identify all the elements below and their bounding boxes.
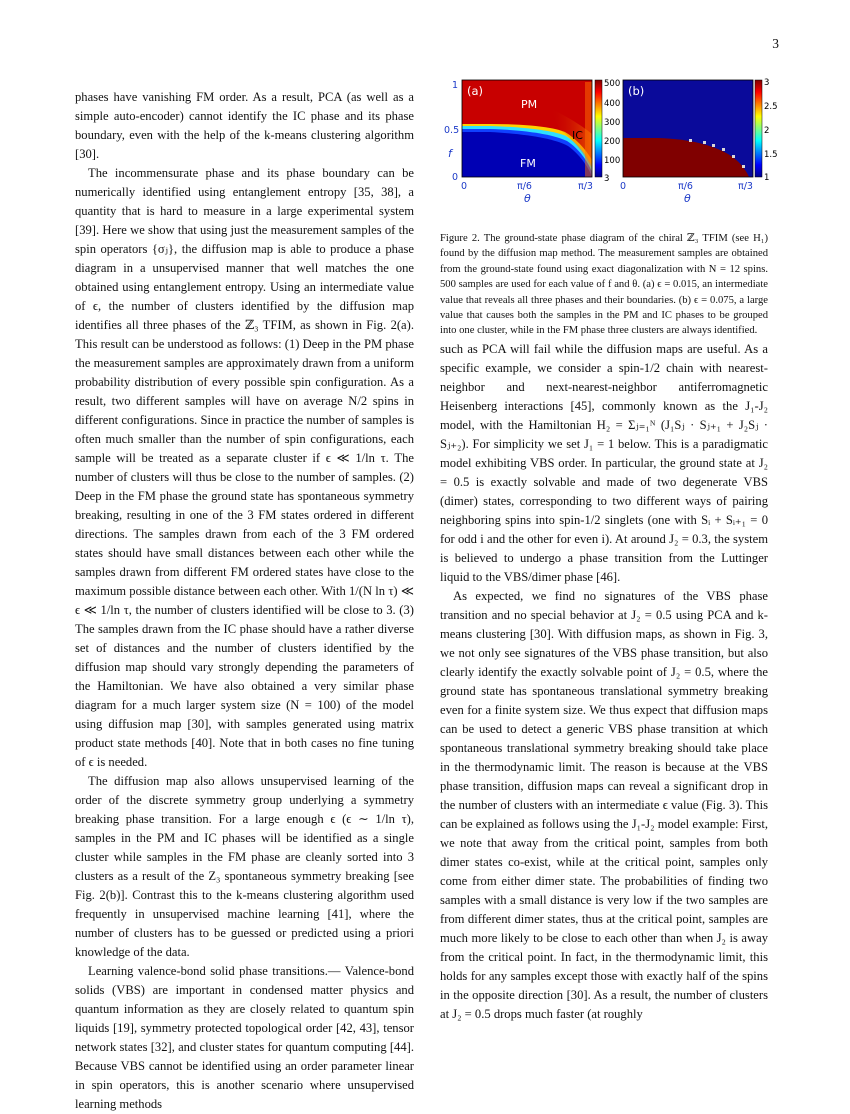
panel-b-xtick-pi3: π/3 [738, 181, 753, 192]
panel-a-ytick-0: 0 [452, 172, 459, 183]
paragraph: such as PCA will fail while the diffusion maps are useful. As a specific example, we consider a spin-1/2 chain with nearest-neighbor and next-nearest-neighbor antiferromagnetic Heisenberg interactions [45], commonly known as the J₁-J₂ model, with the Hamiltonian H₂ = Σⱼ₌₁ᴺ (J₁Sⱼ · Sⱼ₊₁ + J₂Sⱼ · Sⱼ₊₂). For simplicity we set J₁ = 1 below. This is a paradigmatic model exhibiting VBS order. In particular, the ground state at J₂ = 0.5 is exactly solvable and made of two degenerate VBS (dimer) states, corresponding to two different ways of pairing neighboring spins into spin-1/2 singlets (one with Sᵢ + Sᵢ₊₁ = 0 for odd i and the other for even i). At around J₂ = 0.3, the system is believed to undergo a phase transition from the Luttinger liquid to the VBS/dimer phase [46]. [440, 342, 768, 584]
panel-b-xtick-0: 0 [620, 181, 627, 192]
panel-a-cbar-3: 3 [604, 174, 610, 184]
right-column [440, 340, 768, 1024]
panel-b-cbar-3: 3 [764, 78, 770, 88]
caption-text: Figure 2. The ground-state phase diagram of the chiral ℤ₃ TFIM (see H₁) found by the diffusion map method. The measurement samples are obtained from the ground-state found using exact diagonalization with N = 12 spins. 500 samples are used for each value of f and θ. (a) ϵ = 0.015, an intermediate value that reveals all three phases and their boundaries. (b) ϵ = 0.075, a large value that causes both the samples in the PM and IC phases to be grouped into one cluster, while in the FM phase three clusters are always identified. [440, 233, 768, 337]
panel-b-colorbar [755, 80, 762, 177]
figure-2 [440, 68, 780, 228]
panel-a-xtick-pi3: π/3 [578, 181, 593, 192]
panel-a-label: (a) [467, 84, 484, 98]
panel-b-cbar-2-5: 2.5 [764, 102, 778, 112]
left-column [75, 88, 414, 1114]
paragraph: The incommensurate phase and its phase boundary can be numerically identified using entanglement entropy [35, 38], a quantity that is hard to measure in a large experimental system [39]. Here we show that using just the measurement samples of the spin operators {σⱼ}, the diffusion map is able to produce a phase diagram in a unsupervised manner that well matches the one obtained using entanglement entropy. Using an intermediate value of ϵ, the number of clusters identified by the diffusion map identifies all three phases of the ℤ₃ TFIM, as shown in Fig. 2(a). This result can be understood as follows: (1) Deep in the PM phase the measurement samples are approximately drawn from a uniform probability distribution of every possible spin configuration. As a result, two different samples will have on average N/2 spins in different configurations. Since in practice the number of samples is often much smaller than the number of spin configurations, each sample will be treated as a separate cluster if ϵ ≪ 1/ln τ. The number of clusters will thus be close to the number of samples. (2) Deep in the FM phase the ground state has spontaneous symmetry breaking, resulting in one of the 3 FM states ordered in different directions. The samples drawn from each of the 3 FM ordered states should have small distances between each other while the samples drawn from different FM ordered states have close to the maximum possible distance between each other. With 1/(N ln τ) ≪ ϵ ≪ 1/ln τ, the number of clusters identified will be close to 3. (3) The samples drawn from the IC phase should have a rather diverse set of distances and the number of clusters identified by the diffusion map should vary strongly depending the parameters of the Hamiltonian. We have also obtained a very similar phase diagram for a much larger system size (N = 100) of the model using diffusion map [30], with samples generated using matrix product state methods [40]. Note that in both cases no fine tuning of ϵ is needed. [75, 166, 414, 769]
panel-a-ylabel: f [448, 147, 452, 160]
panel-a-cbar-100: 100 [604, 156, 621, 166]
panel-b-xlabel: θ [684, 192, 691, 205]
paragraph: Learning valence-bond solid phase transitions.— Valence-bond solids (VBS) are important in condensed matter physics and quantum information as they are closely related to quantum spin liquids [19], symmetry protected topological order [42, 43], tensor network states [32], and cluster states for quantum computing [44]. Because VBS cannot be identified using an order parameter linear in spin operators, this is another scenario where unsupervised learning methods [75, 964, 414, 1111]
panel-a-xlabel: θ [524, 192, 531, 205]
paragraph: phases have vanishing FM order. As a result, PCA (as well as a simple auto-encoder) cannot identify the IC phase and its phase boundary, even with the help of the k-means clustering algorithm [30]. [75, 90, 414, 161]
paragraph: The diffusion map also allows unsupervised learning of the order of the discrete symmetry group underlying a symmetry breaking phase transition. For a large enough ϵ (ϵ ∼ 1/ln τ), samples in the PM and IC phases will be identified as a single cluster while samples in the FM phase are cleanly sorted into 3 clusters as a result of the Z₃ spontaneous symmetry breaking [see Fig. 2(b)]. Contrast this to the k-means clustering algorithm used frequently in unsupervised machine learning [41], where the number of clusters has to be guessed or predicted using a priori knowledge of the data. [75, 774, 414, 959]
panel-b-label: (b) [628, 84, 645, 98]
panel-b-cbar-1-5: 1.5 [764, 150, 778, 160]
panel-a-cbar-200: 200 [604, 137, 621, 147]
page-number: 3 [772, 36, 779, 51]
panel-a-xtick-0: 0 [461, 181, 468, 192]
panel-a-cbar-300: 300 [604, 118, 621, 128]
region-pm-label: PM [521, 98, 538, 111]
panel-a-cbar-500: 500 [604, 79, 621, 89]
figure-2-caption [440, 231, 768, 339]
region-fm-label: FM [520, 157, 536, 170]
panel-a-colorbar [595, 80, 602, 177]
panel-b-cbar-1: 1 [764, 173, 770, 183]
paragraph: As expected, we find no signatures of the VBS phase transition and no special behavior at J₂ = 0.5 using PCA and k-means clustering [30]. With diffusion maps, as shown in Fig. 3, we not only see signatures of the VBS phase transition, but also clearly identify the exactly solvable point of J₂ = 0.5, where the ground state has spontaneous translational symmetry breaking even for a finite system size. We thus expect that diffusion maps can be used to detect a generic VBS phase transition at which spontaneous translational symmetry breaking should take place in the thermodynamic limit. The reason is because at the VBS phase transition, diffusion maps can reveal a significant drop in the number of clusters with an intermediate ϵ value (Fig. 3). This can be explained as follows using the J₁-J₂ model example: First, we note that away from the critical point, samples from both dimer states co-exist, while at the critical point, samples only come from either dimer state. The probabilities of finding two samples with a small distance is very low if the two samples are from different dimer states, thus at the critical point, samples are much more likely to be close to each other than when J₂ is away from the critical point. In fact, in the thermodynamic limit, this holds for any samples except those with exactly half of the spins in the opposite direction [30]. As a result, the number of clusters at J₂ = 0.5 drops much faster (at roughly [440, 589, 768, 1021]
panel-a-xtick-pi6: π/6 [517, 181, 532, 192]
panel-a-cbar-400: 400 [604, 99, 621, 109]
panel-b-xtick-pi6: π/6 [678, 181, 693, 192]
region-ic-label: IC [572, 129, 583, 142]
panel-a-ytick-1: 1 [452, 80, 459, 91]
panel-b-cbar-2: 2 [764, 126, 770, 136]
panel-a-ytick-0-5: 0.5 [444, 125, 460, 136]
